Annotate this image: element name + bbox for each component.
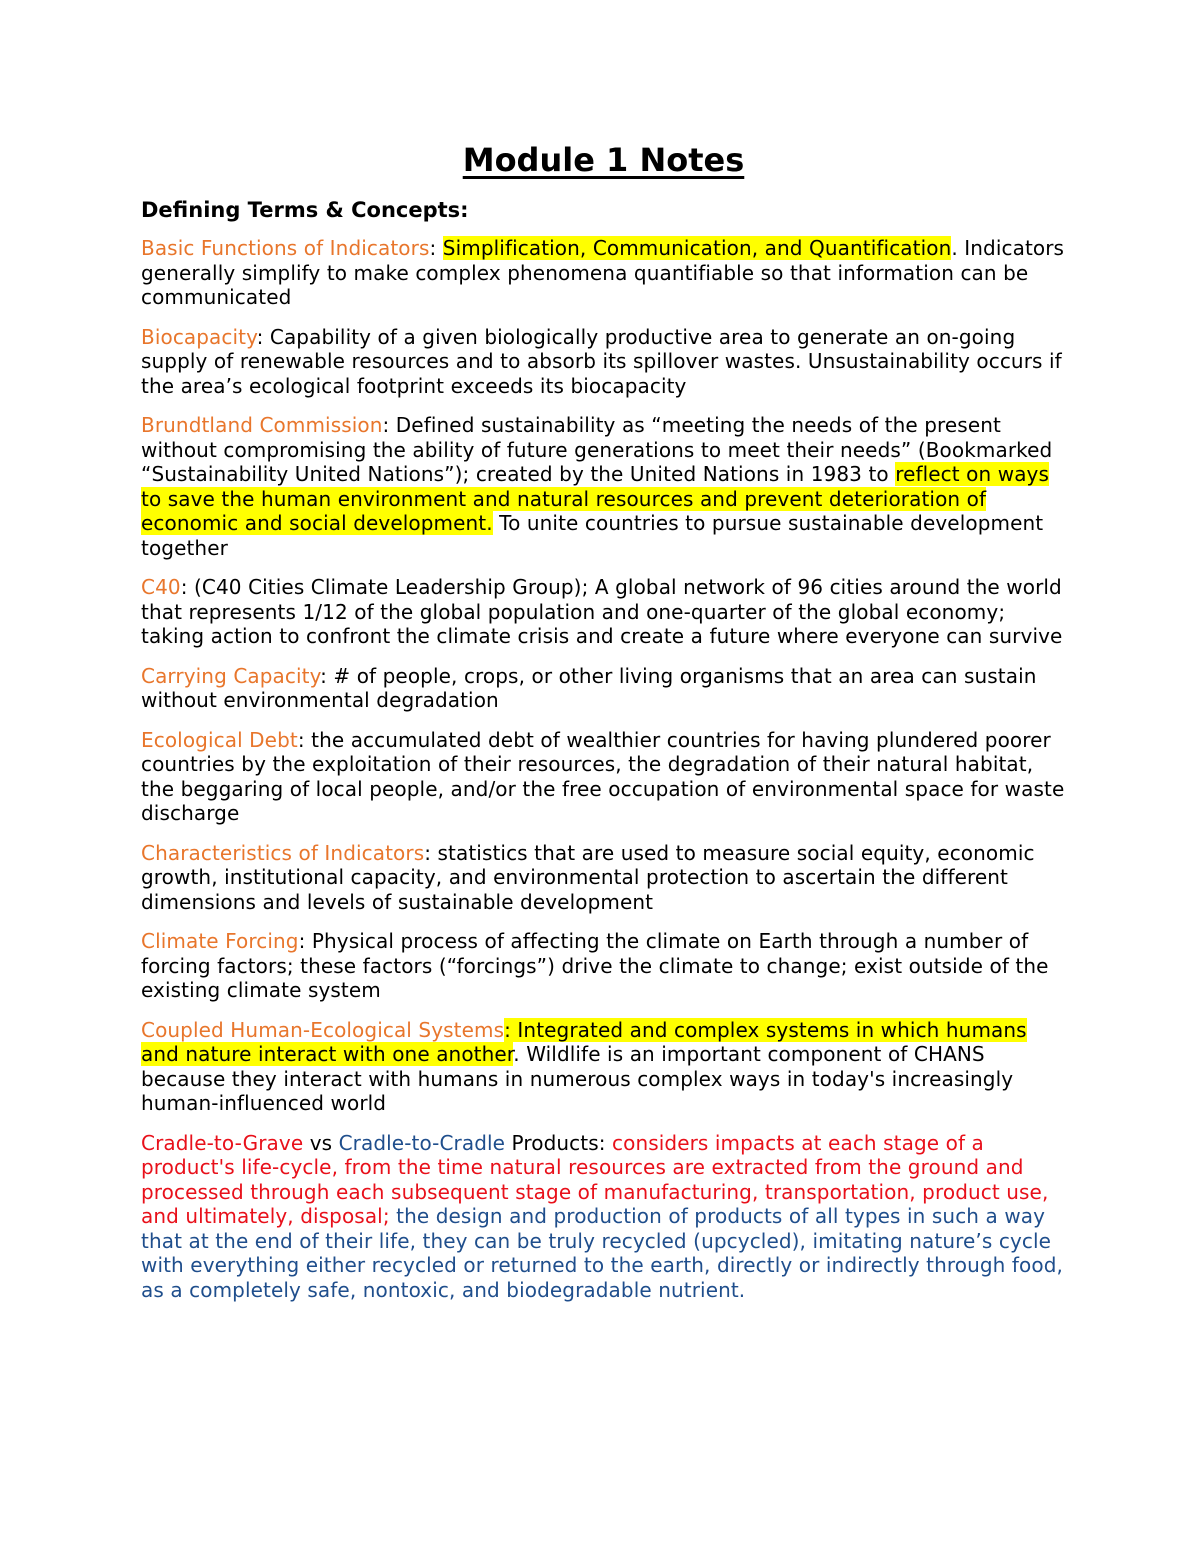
document-body [141, 140, 1066, 1317]
definition-text: : Defined sustainability as “meeting the needs of the present without compromising the ability of future generations to meet their needs” (Bookmarked “Sustainability United Nations”); created by the United Nations in 1983 to [141, 413, 1053, 486]
definition-text: : the accumulated debt of wealthier countries for having plundered poorer countries by the exploitation of their resources, the degradation of their natural habitat, the beggaring of local people, and/or the free occupation of environmental space for waste discharge [141, 727, 1065, 825]
entry-brundtland-commission [141, 413, 1066, 560]
definition-tail: To unite countries to pursue sustainable development together [141, 511, 1044, 560]
highlighted-text: reflect on ways to save the human environment and natural resources and prevent deterioration of economic and social development. [141, 462, 1050, 535]
entry-climate-forcing [141, 929, 1066, 1003]
definition-cradle-to-cradle: the design and production of products of all types in such a way that at the end of their life, they can be truly recycled (upcycled), imitating nature’s cycle with everything either recycled or returned to the earth, directly or indirectly through food, as a completely safe, nontoxic, and biodegradable nutrient. [141, 1204, 1063, 1302]
term-separator: : [429, 236, 443, 260]
term-vs: vs [303, 1130, 339, 1155]
definition-text: : Physical process of affecting the climate on Earth through a number of forcing factors; these factors (“forcings”) drive the climate to change; exist outside of the existing climate system [141, 929, 1049, 1002]
definition-text: . Indicators generally simplify to make complex phenomena quantifiable so that information can be communicated [141, 236, 1065, 309]
term-cradle-to-grave: Cradle-to-Grave [141, 1130, 304, 1155]
term-label: Ecological Debt [141, 727, 298, 752]
term-label: Carrying Capacity [141, 663, 321, 688]
definition-text: : Capability of a given biologically productive area to generate an on-going supply of renewable resources and to absorb its spillover wastes. Unsustainability occurs if the area’s ecological footprint exceeds its biocapacity [141, 324, 1062, 398]
entry-characteristics-of-indicators [141, 841, 1066, 915]
entry-basic-functions-of-indicators [141, 236, 1066, 310]
entry-cradle-to-grave-vs-cradle-to-cradle [141, 1131, 1066, 1303]
term-label: Characteristics of Indicators [141, 840, 425, 865]
term-label: Biocapacity [141, 324, 257, 349]
page-title: Module 1 Notes [462, 141, 745, 179]
definition-text: : # of people, crops, or other living organisms that an area can sustain without environmental degradation [141, 663, 1037, 712]
highlighted-text: : Integrated and complex systems in which humans and nature interact with one another [141, 1017, 1027, 1066]
term-cradle-to-cradle: Cradle-to-Cradle [338, 1130, 506, 1155]
term-products: Products: [505, 1130, 613, 1155]
highlighted-text: Simplification, Communication, and Quantification [442, 236, 952, 260]
term-label: Coupled Human-Ecological Systems [141, 1017, 505, 1042]
entry-c40 [141, 575, 1066, 649]
term-label: Climate Forcing [141, 929, 299, 953]
term-label: C40 [141, 575, 181, 599]
definition-text: : statistics that are used to measure social equity, economic growth, institutional capacity, and environmental protection to ascertain the different dimensions and levels of sustainable development [141, 840, 1035, 914]
entry-coupled-human-ecological-systems [141, 1018, 1066, 1116]
definition-text: . Wildlife is an important component of CHANS because they interact with humans in numerous complex ways in today's increasingly human-influenced world [141, 1042, 1014, 1115]
term-label: Brundtland Commission [141, 413, 383, 437]
definition-cradle-to-grave: considers impacts at each stage of a product's life-cycle, from the time natural resources are extracted from the ground and processed through each subsequent stage of manufacturing, transportation, product use, and ultimately, disposal; [141, 1130, 1049, 1228]
entry-ecological-debt [141, 728, 1066, 826]
term-label: Basic Functions of Indicators [141, 236, 430, 260]
entry-biocapacity [141, 325, 1066, 399]
definition-text: : (C40 Cities Climate Leadership Group); A global network of 96 cities around the world that represents 1/12 of the global population and one-quarter of the global economy; taking action to confront the climate crisis and create a future where everyone can survive [141, 575, 1063, 648]
section-heading: Defining Terms & Concepts: [141, 198, 469, 222]
entry-carrying-capacity [141, 664, 1066, 713]
